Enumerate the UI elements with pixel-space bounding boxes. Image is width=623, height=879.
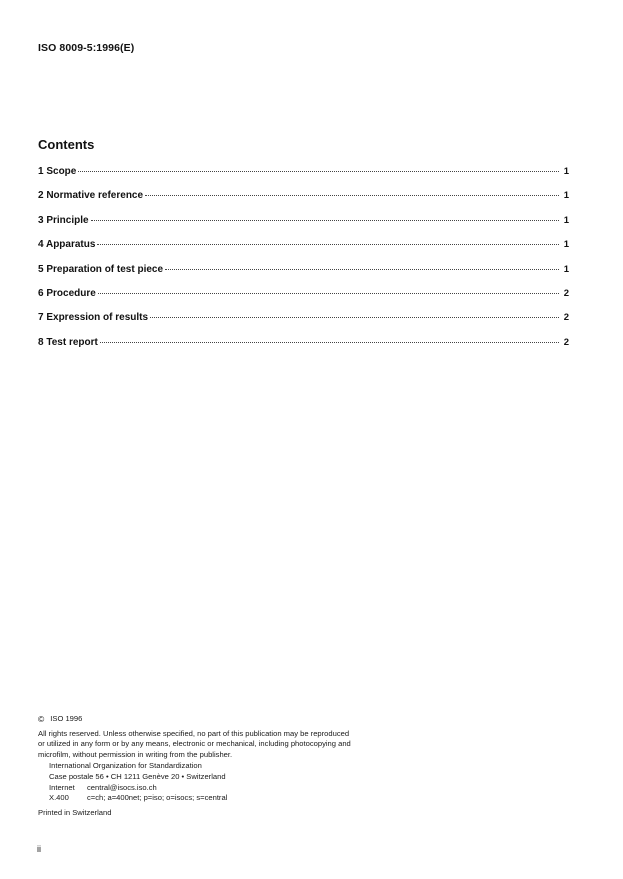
toc-entry-label: 6 Procedure <box>38 287 96 299</box>
toc-entry-page: 1 <box>563 214 569 226</box>
x400-label: X.400 <box>49 793 69 803</box>
internet-label: Internet <box>49 782 75 792</box>
toc-entry-normative-reference[interactable] <box>38 190 569 214</box>
dot-leader <box>98 293 559 294</box>
document-id: ISO 8009-5:1996(E) <box>38 42 135 54</box>
publisher-address <box>38 761 398 803</box>
toc-entry-label: 4 Apparatus <box>38 239 96 251</box>
organization-name: International Organization for Standardization <box>49 761 202 771</box>
dot-leader <box>100 342 559 343</box>
dot-leader <box>91 220 559 221</box>
copyright-block <box>38 714 398 818</box>
dot-leader <box>145 195 559 196</box>
contents-title: Contents <box>38 137 95 152</box>
toc-entry-test-report[interactable] <box>38 337 569 361</box>
dot-leader <box>150 317 559 318</box>
rights-line: All rights reserved. Unless otherwise specified, no part of this publication may be reproduced <box>38 728 350 738</box>
toc-entry-page: 1 <box>563 190 569 202</box>
toc-entry-apparatus[interactable] <box>38 239 569 263</box>
toc-entry-page: 1 <box>563 239 569 251</box>
internet-row <box>49 783 398 794</box>
postal-address: Case postale 56 • CH 1211 Genève 20 • Switzerland <box>49 771 226 781</box>
dot-leader <box>165 269 559 270</box>
toc-entry-label: 1 Scope <box>38 166 77 177</box>
toc-entry-label: 8 Test report <box>38 336 98 348</box>
copyright-notice <box>38 714 398 725</box>
toc-entry-procedure[interactable] <box>38 288 569 312</box>
toc-entry-page: 2 <box>563 287 569 299</box>
toc-entry-principle[interactable] <box>38 215 569 239</box>
printed-in: Printed in Switzerland <box>38 807 112 817</box>
copyright-icon: © <box>38 714 45 724</box>
rights-statement <box>38 729 398 761</box>
dot-leader <box>78 171 559 172</box>
copyright-text: ISO 1996 <box>50 714 83 723</box>
rights-line: microfilm, without permission in writing from the publisher. <box>38 749 233 759</box>
toc-entry-label: 3 Principle <box>38 214 89 226</box>
toc-entry-scope[interactable] <box>38 166 569 190</box>
toc-entry-page: 2 <box>563 336 569 348</box>
x400-row <box>49 793 398 804</box>
x400-address: c=ch; a=400net; p=iso; o=isocs; s=central <box>87 793 228 803</box>
dot-leader <box>97 244 559 245</box>
toc-entry-page: 1 <box>563 166 569 177</box>
toc-entry-preparation-of-test-piece[interactable] <box>38 264 569 288</box>
toc-entry-label: 5 Preparation of test piece <box>38 263 164 275</box>
rights-line: or utilized in any form or by any means, electronic or mechanical, including photocopying and <box>38 739 351 749</box>
toc-entry-label: 2 Normative reference <box>38 190 144 202</box>
internet-address: central@isocs.iso.ch <box>87 782 157 792</box>
table-of-contents <box>38 166 569 361</box>
page-number: ii <box>37 844 41 854</box>
toc-entry-page: 2 <box>563 312 569 324</box>
toc-entry-label: 7 Expression of results <box>38 312 149 324</box>
toc-entry-page: 1 <box>563 263 569 275</box>
toc-entry-expression-of-results[interactable] <box>38 312 569 336</box>
